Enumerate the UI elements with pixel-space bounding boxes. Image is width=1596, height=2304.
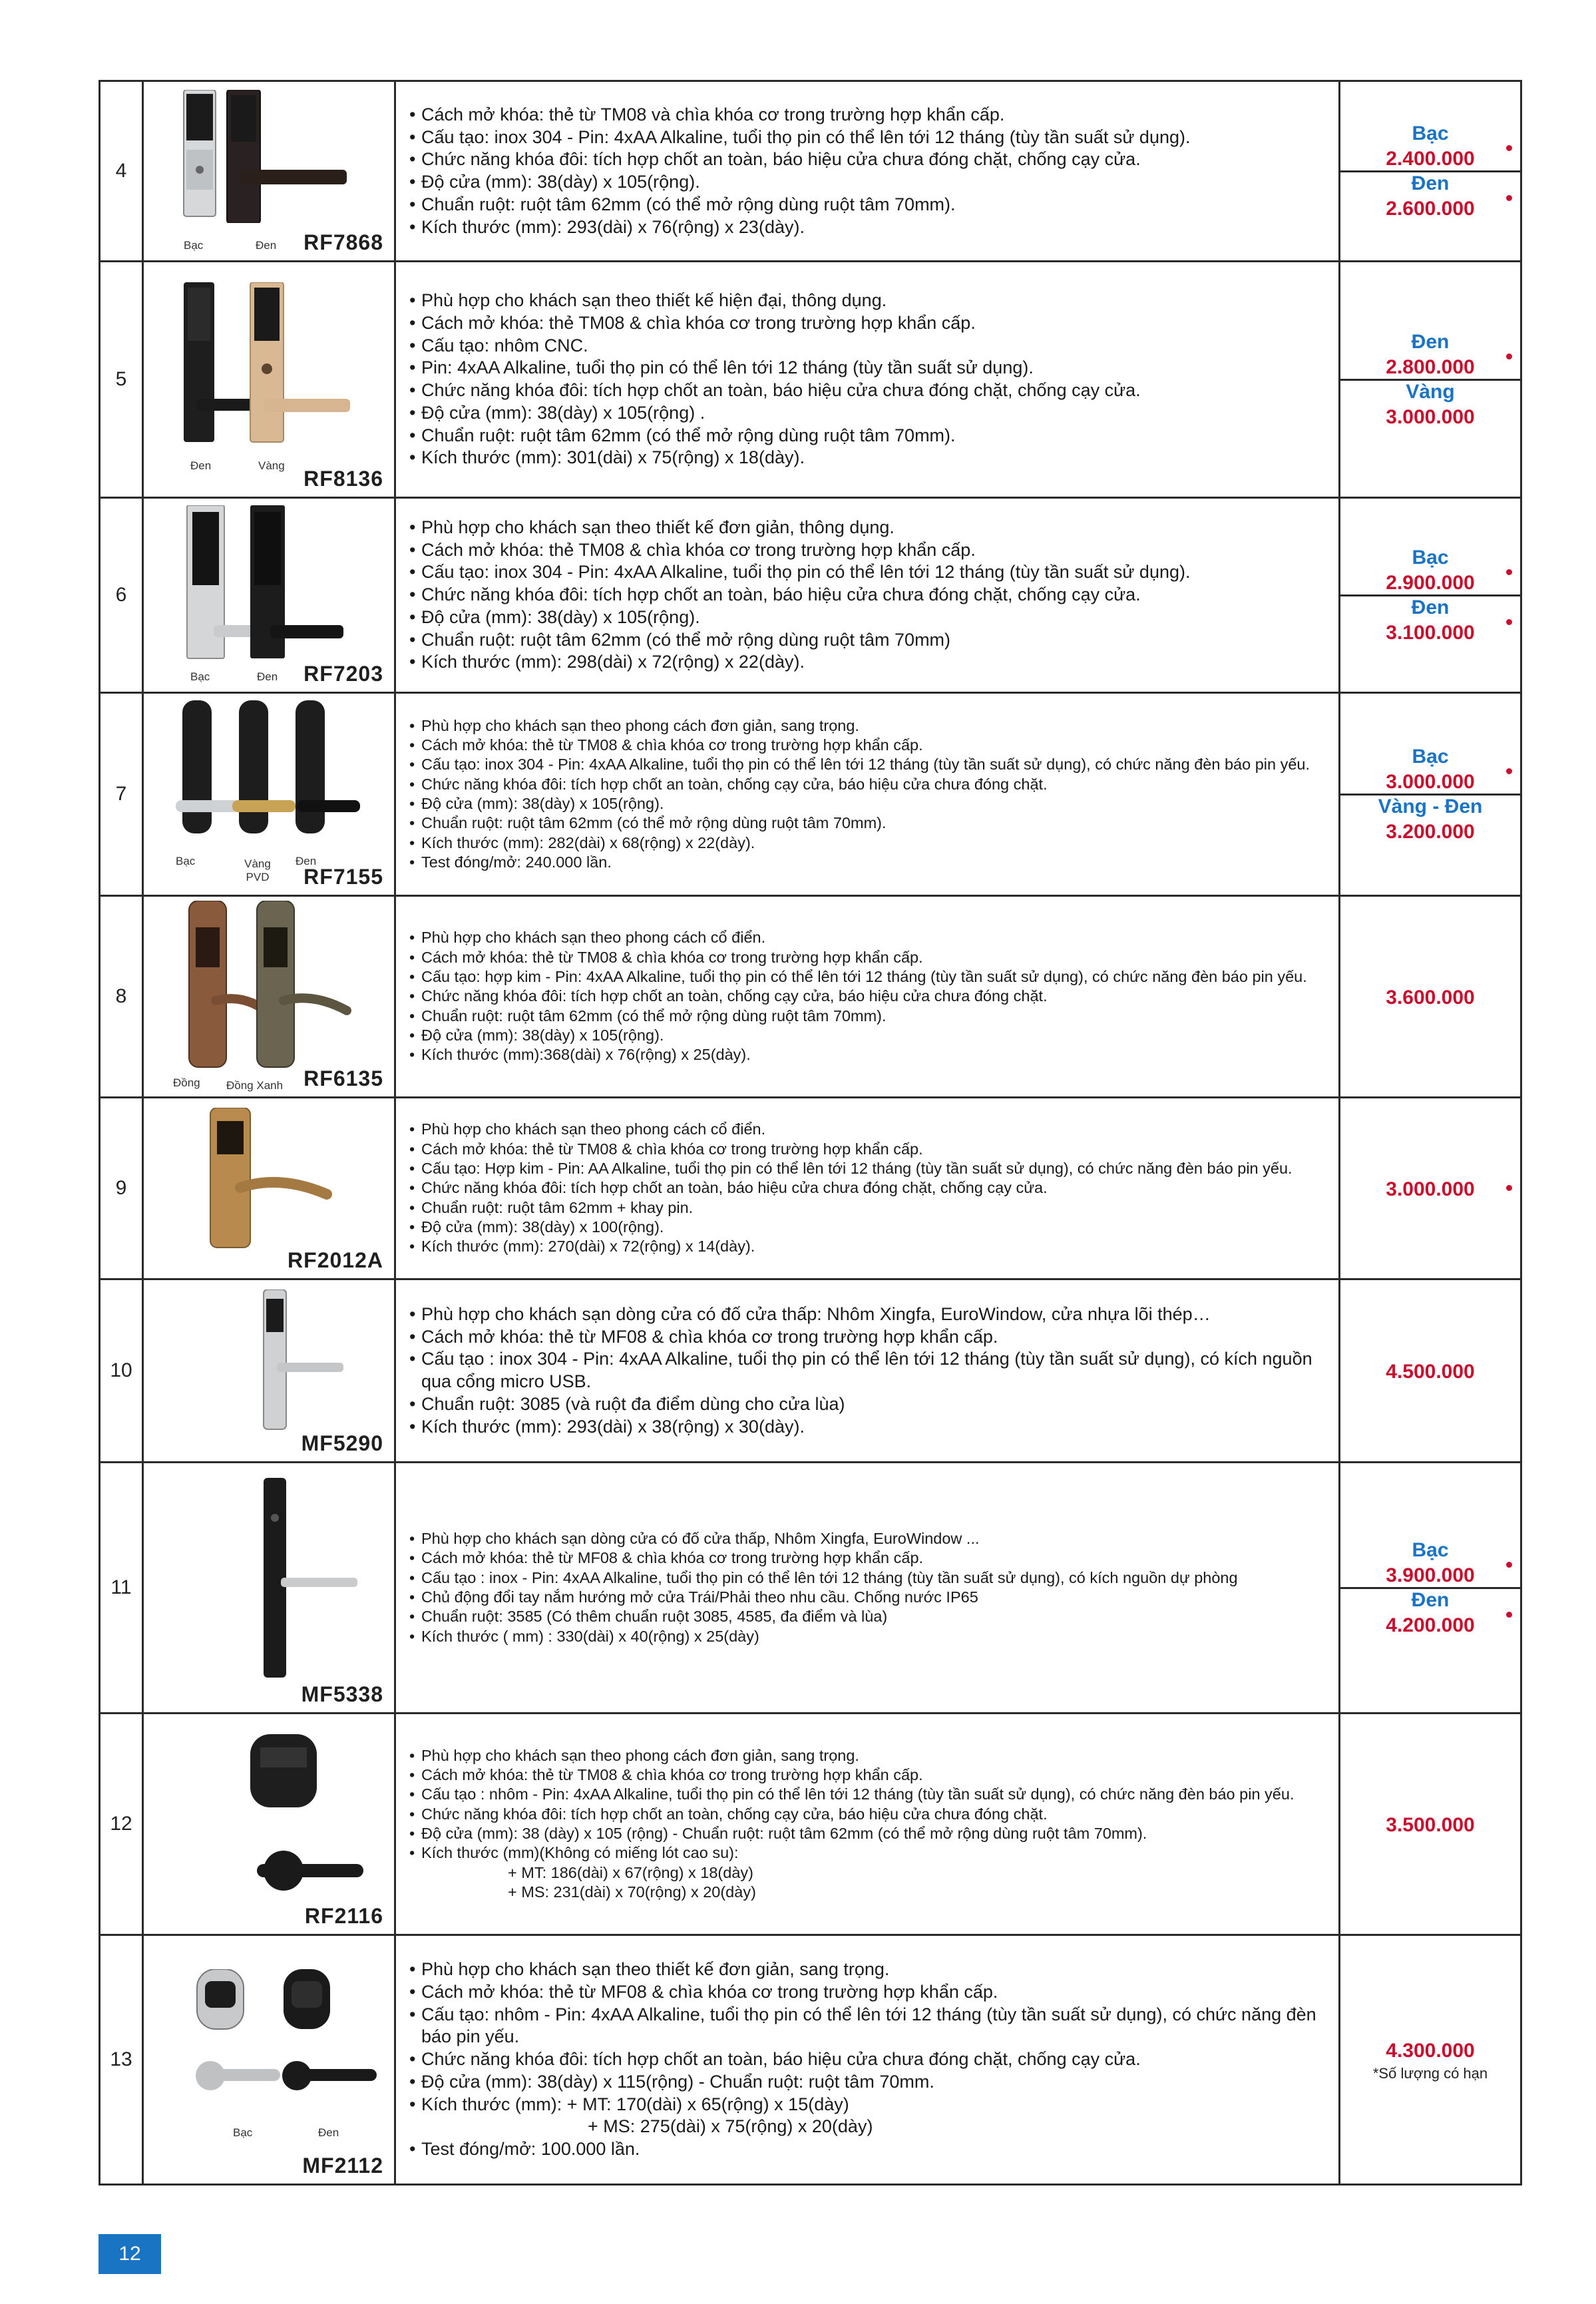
feature-item: • Độ cửa (mm): 38(dày) x 100(rộng). [408,1218,1326,1237]
feature-item: • Cách mở khóa: thẻ từ MF08 & chìa khóa cơ trong trường hợp khẩn cấp. [408,1326,1326,1349]
feature-list [408,716,1326,873]
feature-item: • Kích thước (mm)(Không có miếng lót cao su): [408,1843,1326,1863]
color-label: Vàng [258,459,285,472]
feature-cell [395,262,1340,498]
price-cell [1340,896,1521,1098]
lock-image-black [220,90,353,223]
price-option [1340,1587,1520,1637]
model-code: RF7868 [303,230,383,254]
table-row [100,1463,1521,1714]
price-value: 2.600.000 [1386,197,1475,220]
bullet-dot-icon [1506,1562,1512,1568]
price-option [1340,331,1520,379]
price-option [1340,594,1520,644]
price-color: Vàng [1406,380,1455,403]
row-number: 7 [100,693,143,896]
price-color: Bạc [1412,1538,1449,1561]
price-option [1340,1539,1520,1587]
product-image-cell [143,1935,395,2185]
lock-image-round-reader [230,1734,363,1901]
row-number: 4 [100,81,143,262]
feature-item: • Chức năng khóa đôi: tích hợp chốt an toàn, báo hiệu cửa chưa đóng chặt, chống cạy cửa. [408,379,1326,402]
price-value: 3.100.000 [1386,621,1475,644]
feature-item: • Kích thước (mm):368(dài) x 76(rộng) x 25(dày). [408,1045,1326,1064]
model-code: RF8136 [303,467,383,491]
feature-item: • Độ cửa (mm): 38(dày) x 105(rộng). [408,171,1326,194]
feature-cell [395,1279,1340,1463]
price-color: Bạc [1412,745,1449,768]
color-label: Đen [256,239,277,252]
model-code: MF2112 [302,2154,383,2178]
feature-item: • Cách mở khóa: thẻ từ TM08 & chìa khóa cơ trong trường hợp khẩn cấp. [408,948,1326,967]
feature-item: • Chuẩn ruột: ruột tâm 62mm (có thể mở rộng dùng ruột tâm 70mm) [408,629,1326,652]
feature-item: • Cách mở khóa: thẻ từ TM08 & chìa khóa cơ trong trường hợp khẩn cấp. [408,736,1326,755]
color-label: Vàng PVD [244,857,271,883]
price-cell [1340,1279,1521,1463]
feature-item: • Cách mở khóa: thẻ TM08 & chìa khóa cơ trong trường hợp khẩn cấp. [408,539,1326,562]
feature-item: • Kích thước (mm): + MT: 170(dài) x 65(rộng) x 15(dày) [408,2094,1326,2116]
price-option [1340,794,1520,843]
feature-item: • Phù hợp cho khách sạn theo thiết kế đơn giản, thông dụng. [408,517,1326,539]
color-label: Đồng Xanh [226,1079,284,1092]
feature-item: • Độ cửa (mm): 38(dày) x 115(rộng) - Chuẩn ruột: ruột tâm 70mm. [408,2071,1326,2094]
row-number: 11 [100,1463,143,1714]
color-label: Bạc [184,239,204,252]
model-code: RF2116 [304,1904,383,1928]
lock-image-bronze-green [244,901,357,1074]
table-row [100,896,1521,1098]
feature-list [408,1120,1326,1257]
price-cell [1340,1935,1521,2185]
row-number: 13 [100,1935,143,2185]
feature-item: • Cách mở khóa: thẻ từ MF08 & chìa khóa cơ trong trường hợp khẩn cấp. [408,1548,1326,1568]
feature-item: • Test đóng/mở: 100.000 lần. [408,2138,1326,2161]
color-label: Bạc [176,855,196,867]
row-number: 9 [100,1098,143,1279]
price-cell [1340,1714,1521,1935]
price-option [1340,379,1520,429]
color-label: Đồng [173,1076,200,1089]
table-row [100,498,1521,693]
feature-item: • Chức năng khóa đôi: tích hợp chốt an toàn, báo hiệu cửa chưa đóng chặt, chống cạy cửa. [408,148,1326,171]
product-image-cell [143,1714,395,1935]
feature-item: • Độ cửa (mm): 38(dày) x 105(rộng) . [408,402,1326,425]
price-color: Đen [1411,330,1450,353]
bullet-dot-icon [1506,1612,1512,1618]
feature-item: • Test đóng/mở: 240.000 lần. [408,853,1326,872]
model-code: RF6135 [303,1066,383,1090]
lock-image-narrow-silver [257,1289,350,1436]
product-image-cell [143,1098,395,1279]
bullet-dot-icon [1506,1185,1512,1191]
price-value: 4.500.000 [1386,1361,1475,1383]
price-cell [1340,1098,1521,1279]
price-value: 3.000.000 [1386,770,1475,793]
feature-list [408,517,1326,674]
feature-item: • Chuẩn ruột: ruột tâm 62mm (có thể mở rộng dùng ruột tâm 70mm). [408,425,1326,447]
feature-item: • Phù hợp cho khách sạn theo phong cách cổ điển. [408,928,1326,947]
feature-cell [395,81,1340,262]
product-table [99,80,1522,2186]
price-option [1340,984,1520,1009]
feature-item: • Cấu tạo: Hợp kim - Pin: AA Alkaline, tuổi thọ pin có thể lên tới 12 tháng (tùy tần suất sử dụng), có chức năng đèn báo pin yếu. [408,1159,1326,1178]
feature-item: • Phù hợp cho khách sạn theo phong cách cổ điển. [408,1120,1326,1139]
model-code: MF5338 [301,1682,383,1706]
product-image-cell [143,1463,395,1714]
feature-item: • Chuẩn ruột: ruột tâm 62mm (có thể mở rộng dùng ruột tâm 70mm). [408,813,1326,833]
product-image-cell [143,498,395,693]
feature-item: • Chuẩn ruột: 3585 (Có thêm chuẩn ruột 3085, 4585, đa điểm và lùa) [408,1607,1326,1626]
product-image-cell [143,81,395,262]
feature-cell [395,1463,1340,1714]
price-option [1340,170,1520,220]
model-code: RF7155 [303,865,383,889]
feature-item: • Pin: 4xAA Alkaline, tuổi thọ pin có thể lên tới 12 tháng (tùy tần suất sử dụng). [408,357,1326,379]
price-option [1340,746,1520,794]
table-row [100,262,1521,498]
price-value: 3.600.000 [1386,987,1475,1009]
lock-image-black [284,700,363,847]
product-image-cell [143,693,395,896]
feature-item: • Kích thước (mm): 293(dài) x 38(rộng) x 30(dày). [408,1416,1326,1439]
price-value: 3.000.000 [1386,405,1475,428]
price-color: Vàng - Đen [1378,795,1483,817]
feature-list [408,1958,1326,2161]
price-cell [1340,262,1521,498]
feature-item: • Cách mở khóa: thẻ từ TM08 và chìa khóa cơ trong trường hợp khẩn cấp. [408,104,1326,126]
feature-item: • Chuẩn ruột: ruột tâm 62mm (có thể mở rộng dùng ruột tâm 70mm). [408,1007,1326,1026]
feature-cell [395,1098,1340,1279]
feature-item: • Kích thước (mm): 298(dài) x 72(rộng) x 22(dày). [408,651,1326,674]
feature-item: • Chức năng khóa đôi: tích hợp chốt an toàn, báo hiệu cửa chưa đóng chặt, chống cạy cửa. [408,584,1326,606]
feature-item: • Cấu tạo: nhôm - Pin: 4xAA Alkaline, tuổi thọ pin có thể lên tới 12 tháng (tùy tần suất sử dụng), có chức năng đèn báo pin yếu. [408,2004,1326,2049]
feature-subitem: + MT: 186(dài) x 67(rộng) x 18(dày) [508,1863,753,1881]
price-value: 3.900.000 [1386,1564,1475,1586]
product-image-cell [143,896,395,1098]
product-image-cell [143,1279,395,1463]
table-row [100,1714,1521,1935]
table-row [100,81,1521,262]
feature-item: • Phù hợp cho khách sạn dòng cửa có đố cửa thấp: Nhôm Xingfa, EuroWindow, cửa nhựa lõi thép… [408,1303,1326,1326]
lock-image-black [244,505,350,665]
feature-item: • Phù hợp cho khách sạn theo thiết kế đơn giản, sang trọng. [408,1958,1326,1981]
price-value: 2.900.000 [1386,571,1475,594]
lock-image-silver-reader [177,1969,284,2102]
feature-item: • Chức năng khóa đôi: tích hợp chốt an toàn, báo hiệu cửa chưa đóng chặt, chống cạy cửa. [408,1178,1326,1198]
feature-item: • Cấu tạo: nhôm CNC. [408,335,1326,357]
price-cell [1340,498,1521,693]
price-value: 3.200.000 [1386,820,1475,843]
color-label: Đen [190,459,212,472]
lock-image-gold [204,1108,337,1254]
feature-item: • Cách mở khóa: thẻ từ MF08 & chìa khóa cơ trong trường hợp khẩn cấp. [408,1981,1326,2004]
price-option [1340,1811,1520,1837]
feature-item: • Cấu tạo: inox 304 - Pin: 4xAA Alkaline, tuổi thọ pin có thể lên tới 12 tháng (tùy tần suất sử dụng), có chức năng đèn báo pin yếu. [408,755,1326,774]
feature-cell [395,693,1340,896]
price-cell [1340,693,1521,896]
row-number: 8 [100,896,143,1098]
feature-cell [395,498,1340,693]
feature-item: • Chức năng khóa đôi: tích hợp chốt an toàn, chống cạy cửa, báo hiệu cửa chưa đóng chặt. [408,987,1326,1006]
feature-item: • Cách mở khóa: thẻ từ TM08 & chìa khóa cơ trong trường hợp khẩn cấp. [408,1765,1326,1785]
feature-item: • Độ cửa (mm): 38(dày) x 105(rộng). [408,606,1326,629]
feature-list [408,290,1326,469]
feature-item: • Cấu tạo : nhôm - Pin: 4xAA Alkaline, tuổi thọ pin có thể lên tới 12 tháng (tùy tần suất sử dụng), có chức năng đèn báo pin yếu. [408,1785,1326,1804]
feature-item: • Phù hợp cho khách sạn dòng cửa có đố cửa thấp, Nhôm Xingfa, EuroWindow ... [408,1529,1326,1548]
bullet-dot-icon [1506,145,1512,151]
table-row [100,1935,1521,2185]
feature-item: • Chuẩn ruột: 3085 (và ruột đa điểm dùng cho cửa lùa) [408,1393,1326,1416]
model-code: RF2012A [288,1248,383,1272]
feature-list [408,104,1326,239]
feature-item: • Cấu tạo : inox - Pin: 4xAA Alkaline, tuổi thọ pin có thể lên tới 12 tháng (tùy tần suất sử dụng), có kích nguồn dự phòng [408,1568,1326,1588]
price-cell [1340,81,1521,262]
feature-item: • Cấu tạo: inox 304 - Pin: 4xAA Alkaline, tuổi thọ pin có thể lên tới 12 tháng (tùy tần suất sử dụng). [408,126,1326,149]
page-number-badge: 12 [99,2234,161,2274]
limited-quantity-note: *Số lượng có hạn [1372,2065,1488,2082]
feature-item: • Chức năng khóa đôi: tích hợp chốt an toàn, chống cạy cửa, báo hiệu cửa chưa đóng chặt. [408,1805,1326,1824]
color-label: Bạc [190,670,210,683]
model-code: RF7203 [303,662,383,686]
row-number: 10 [100,1279,143,1463]
price-value: 4.200.000 [1386,1614,1475,1636]
price-color: Bạc [1412,122,1449,144]
price-option [1340,547,1520,594]
price-color: Đen [1411,172,1450,194]
feature-list [408,1529,1326,1646]
table-row [100,693,1521,896]
feature-item: • Chủ động đổi tay nắm hướng mở cửa Trái/Phải theo nhu cầu. Chống nước IP65 [408,1588,1326,1607]
row-number: 5 [100,262,143,498]
color-label: Bạc [233,2126,253,2139]
row-number: 6 [100,498,143,693]
feature-item: • Cấu tạo: inox 304 - Pin: 4xAA Alkaline, tuổi thọ pin có thể lên tới 12 tháng (tùy tần suất sử dụng). [408,561,1326,584]
feature-item: • Cách mở khóa: thẻ TM08 & chìa khóa cơ trong trường hợp khẩn cấp. [408,312,1326,335]
table-row [100,1098,1521,1279]
feature-item: • Kích thước (mm): 282(dài) x 68(rộng) x 22(dày). [408,833,1326,853]
price-value: 2.800.000 [1386,355,1475,378]
lock-image-black-reader [270,1969,383,2102]
model-code: MF5290 [301,1431,383,1455]
feature-item: • Chuẩn ruột: ruột tâm 62mm (có thể mở rộng dùng ruột tâm 70mm). [408,194,1326,216]
table-row [100,1279,1521,1463]
lock-image-gold [244,282,357,469]
feature-item: • Phù hợp cho khách sạn theo phong cách đơn giản, sang trọng. [408,716,1326,736]
feature-item: • Cấu tạo: hợp kim - Pin: 4xAA Alkaline, tuổi thọ pin có thể lên tới 12 tháng (tùy tần suất sử dụng), có chức năng đèn báo pin yếu. [408,967,1326,987]
bullet-dot-icon [1506,353,1512,359]
feature-item: • Độ cửa (mm): 38(dày) x 105(rộng). [408,794,1326,813]
feature-cell [395,1935,1340,2185]
price-value: 2.400.000 [1386,147,1475,170]
feature-cell [395,896,1340,1098]
feature-item: • Kích thước (mm): 301(dài) x 75(rộng) x 18(dày). [408,447,1326,469]
row-number: 12 [100,1714,143,1935]
feature-subitem: + MS: 231(dài) x 70(rộng) x 20(dày) [508,1883,756,1901]
color-label: Đen [318,2126,339,2139]
bullet-dot-icon [1506,619,1512,625]
price-option [1340,1358,1520,1383]
lock-image-narrow-black [257,1478,363,1684]
price-color: Đen [1411,596,1450,618]
product-image-cell [143,262,395,498]
bullet-dot-icon [1506,569,1512,575]
feature-list [408,928,1326,1065]
feature-item: • Chức năng khóa đôi: tích hợp chốt an toàn, báo hiệu cửa chưa đóng chặt, chống cạy cửa. [408,2048,1326,2071]
feature-item: • Cách mở khóa: thẻ từ TM08 & chìa khóa cơ trong trường hợp khẩn cấp. [408,1140,1326,1159]
feature-item: • Chức năng khóa đôi: tích hợp chốt an toàn, chống cạy cửa, báo hiệu cửa chưa đóng chặt. [408,775,1326,794]
bullet-dot-icon [1506,768,1512,774]
price-cell [1340,1463,1521,1714]
color-label: Đen [257,670,278,683]
feature-item: • Độ cửa (mm): 38(dày) x 105(rộng). [408,1026,1326,1045]
price-value: 4.300.000 [1386,2040,1475,2062]
feature-item: • Kích thước ( mm) : 330(dài) x 40(rộng) x 25(dày) [408,1627,1326,1646]
price-color: Bạc [1412,546,1449,569]
price-option [1340,122,1520,170]
bullet-dot-icon [1506,195,1512,201]
feature-item: • Độ cửa (mm): 38 (dày) x 105 (rộng) - Chuẩn ruột: ruột tâm 62mm (có thể mở rộng dùng ruột tâm 70mm). [408,1824,1326,1843]
price-value: 3.000.000 [1386,1178,1475,1200]
feature-item: • Phù hợp cho khách sạn theo phong cách đơn giản, sang trọng. [408,1746,1326,1765]
price-option [1340,1176,1520,1201]
color-label: Đen [296,855,317,867]
feature-subitem: + MS: 275(dài) x 75(rộng) x 20(dày) [588,2116,873,2137]
feature-item: • Cấu tạo : inox 304 - Pin: 4xAA Alkaline, tuổi thọ pin có thể lên tới 12 tháng (tùy tần suất sử dụng), có kích nguồn qua cổng micro USB. [408,1348,1326,1393]
feature-item: • Chuẩn ruột: ruột tâm 62mm + khay pin. [408,1198,1326,1218]
price-value: 3.500.000 [1386,1814,1475,1836]
feature-item: • Phù hợp cho khách sạn theo thiết kế hiện đại, thông dụng. [408,290,1326,312]
feature-item: • Kích thước (mm): 270(dài) x 72(rộng) x 14(dày). [408,1237,1326,1256]
feature-item: • Kích thước (mm): 293(dài) x 76(rộng) x 23(dày). [408,216,1326,239]
price-color: Đen [1411,1588,1450,1611]
feature-list [408,1746,1326,1903]
feature-list [408,1303,1326,1439]
price-option [1340,2037,1520,2082]
feature-cell [395,1714,1340,1935]
